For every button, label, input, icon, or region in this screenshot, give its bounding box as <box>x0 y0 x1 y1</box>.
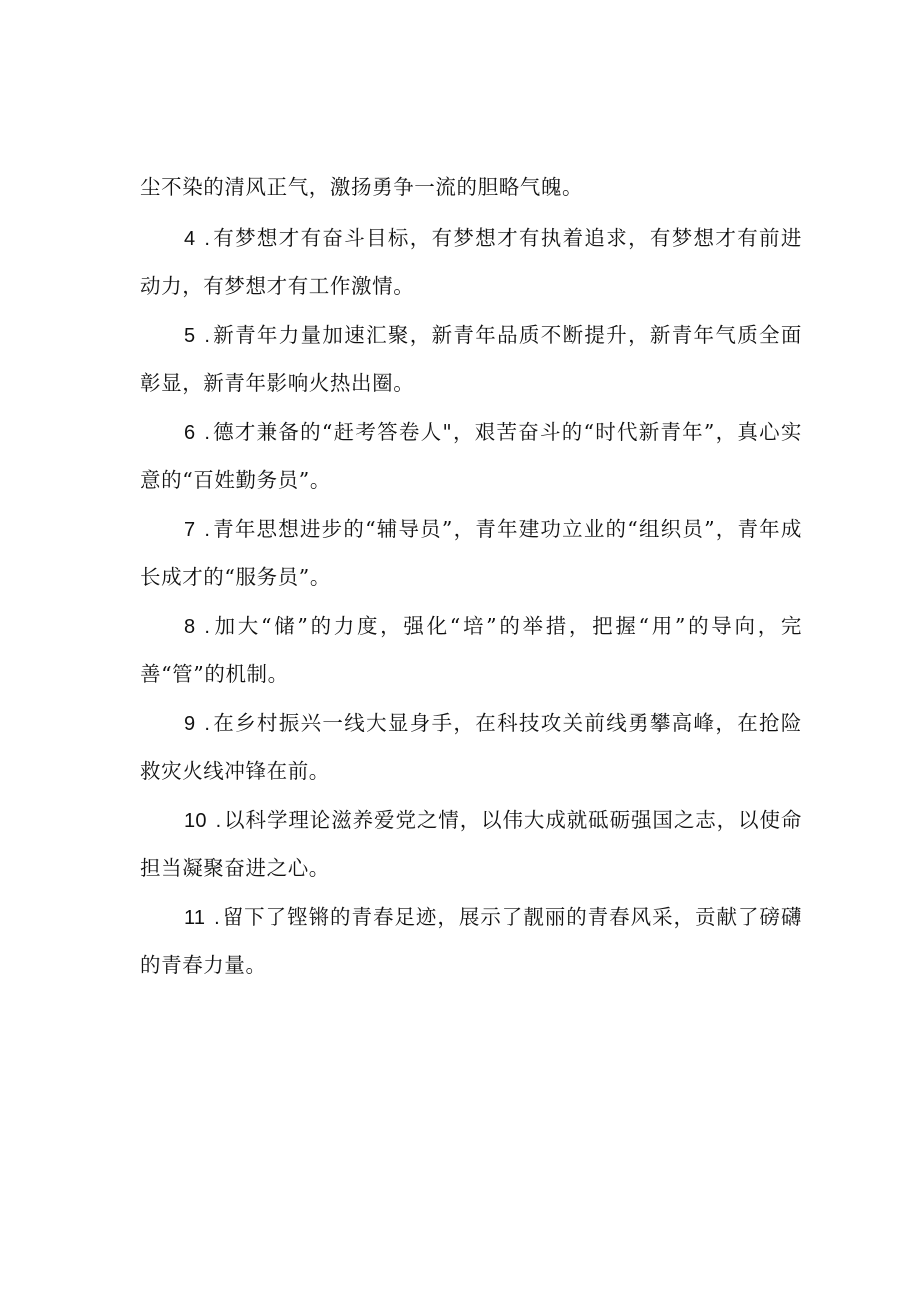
item-number: 4 <box>184 228 196 250</box>
item-text: 留下了铿锵的青春足迹，展示了靓丽的青春风采，贡献了磅礴的青春力量。 <box>140 905 802 977</box>
list-item <box>140 215 802 310</box>
document-body <box>140 164 802 991</box>
item-number: 9 <box>184 713 196 735</box>
item-number: 6 <box>184 422 196 444</box>
list-item <box>140 700 802 795</box>
item-text: 有梦想才有奋斗目标，有梦想才有执着追求，有梦想才有前进动力，有梦想才有工作激情。 <box>140 226 802 298</box>
item-dot: . <box>204 422 211 444</box>
item-text: 新青年力量加速汇聚，新青年品质不断提升，新青年气质全面彰显，新青年影响火热出圈。 <box>140 323 802 395</box>
opening-paragraph: 尘不染的清风正气，激扬勇争一流的胆略气魄。 <box>140 175 584 199</box>
item-text: 德才兼备的“赶考答卷人"，艰苦奋斗的“时代新青年”，真心实意的“百姓勤务员”。 <box>140 420 802 492</box>
list-item <box>140 797 802 892</box>
list-item <box>140 312 802 407</box>
item-dot: . <box>204 228 211 250</box>
item-number: 5 <box>184 325 196 347</box>
item-dot: . <box>204 519 211 541</box>
list-item <box>140 603 802 698</box>
list-item <box>140 506 802 601</box>
item-dot: . <box>214 907 221 929</box>
item-dot: . <box>204 325 211 347</box>
item-text: 青年思想进步的“辅导员”，青年建功立业的“组织员”，青年成长成才的“服务员”。 <box>140 517 802 589</box>
list-item <box>140 894 802 989</box>
item-dot: . <box>204 616 211 638</box>
item-dot: . <box>215 810 222 832</box>
item-text: 加大“储”的力度，强化“培”的举措，把握“用”的导向，完善“管”的机制。 <box>140 614 802 686</box>
item-text: 以科学理论滋养爱党之情，以伟大成就砥砺强国之志，以使命担当凝聚奋进之心。 <box>140 808 802 880</box>
item-text: 在乡村振兴一线大显身手，在科技攻关前线勇攀高峰，在抢险救灾火线冲锋在前。 <box>140 711 802 783</box>
item-number: 10 <box>184 810 207 832</box>
item-number: 8 <box>184 616 196 638</box>
list-item <box>140 409 802 504</box>
item-number: 11 <box>184 907 206 929</box>
item-dot: . <box>204 713 211 735</box>
item-number: 7 <box>184 519 196 541</box>
